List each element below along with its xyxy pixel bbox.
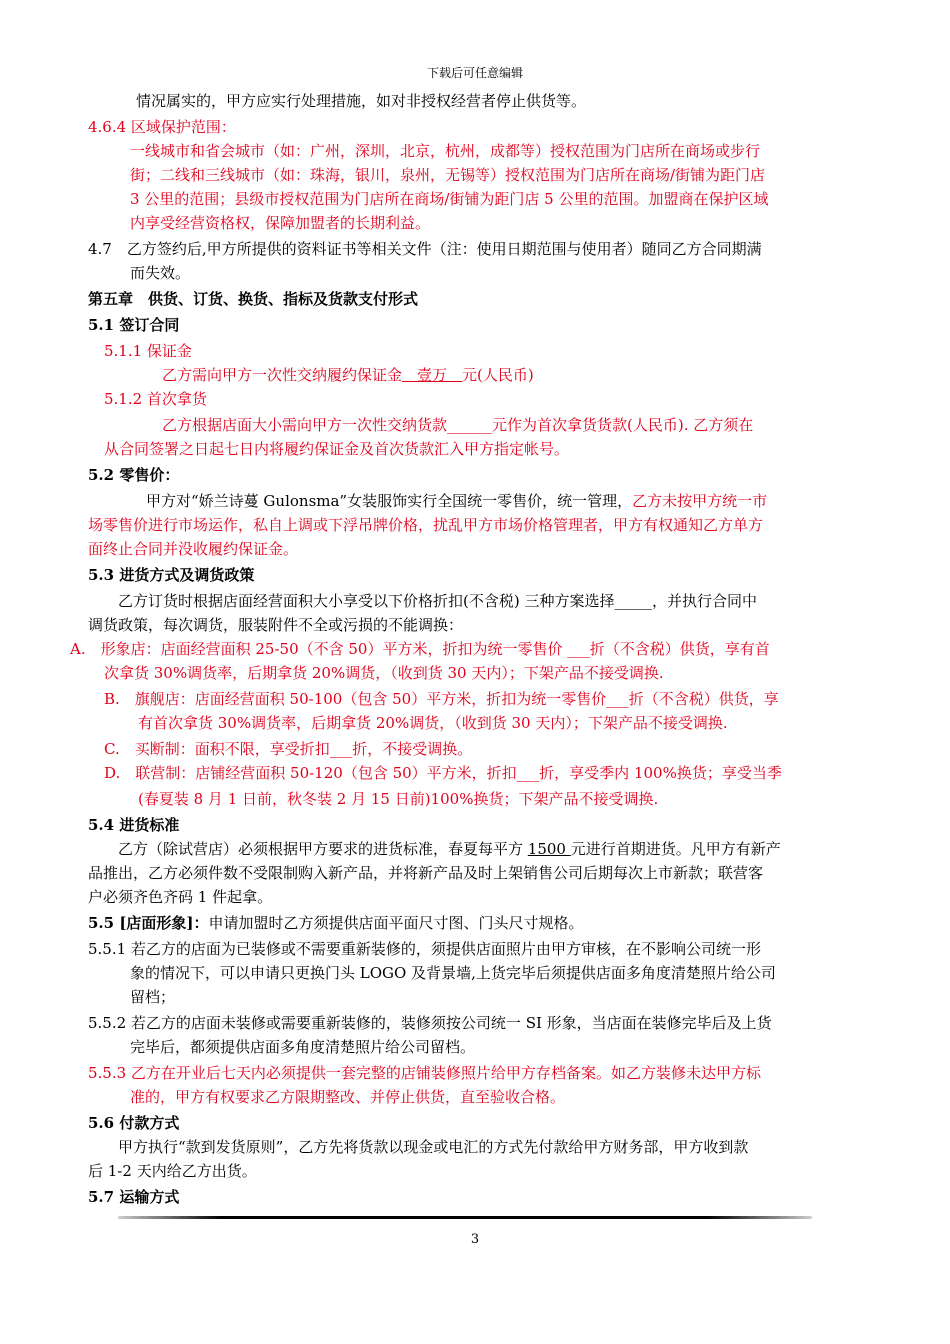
stock-standard-text-end: 元进行首期进货。凡甲方有新产 [570, 840, 781, 858]
retail-price-red-text: 乙方未按甲方统一市 [632, 492, 768, 510]
stock-standard-line [118, 838, 781, 860]
text-line: 后 1-2 天内给乙方出货。 [88, 1162, 257, 1180]
text-line: (春夏装 8 月 1 日前，秋冬装 2 月 15 日前)100%换货；下架产品不接受调换. [138, 790, 659, 808]
text-line: 街；二线和三线城市（如：珠海，银川，泉州，无锡等）授权范围为门店所在商场/街铺为距门店 [130, 166, 766, 184]
section-5-1-heading: 5.1 签订合同 [88, 316, 180, 334]
option-d-line: D. 联营制：店铺经营面积 50-120（包含 50）平方米，折扣___折，享受季内 100%换货；享受当季 [104, 764, 782, 782]
page-number: 3 [470, 1232, 480, 1247]
text-line: 5.5.1 若乙方的店面为已装修或不需要重新装修的，须提供店面照片由甲方审核，在不影响公司统一形 [88, 940, 761, 958]
option-b-line: B. 旗舰店：店面经营面积 50-100（包含 50）平方米，折扣为统一零售价___折（不含税）供货，享 [104, 690, 779, 708]
section-5-2-heading: 5.2 零售价： [88, 466, 180, 484]
section-4-7-text: 4.7 乙方签约后,甲方所提供的资料证书等相关文件（注：使用日期范围与使用者）随同乙方合同期满 [88, 240, 762, 258]
option-a-line: A. 形象店：店面经营面积 25-50（不含 50）平方米，折扣为统一零售价 ___折（不含税）供货，享有首 [70, 640, 770, 658]
text-line: 品推出，乙方必须件数不受限制购入新产品，并将新产品及时上架销售公司后期每次上市新款；联营客 [88, 864, 764, 882]
option-c-line: C. 买断制：面积不限，享受折扣___折，不接受调换。 [104, 740, 473, 758]
text-line: 乙方订货时根据店面经营面积大小享受以下价格折扣(不含税) 三种方案选择_____，并执行合同中 [118, 592, 757, 610]
section-5-5-text: 申请加盟时乙方须提供店面平面尺寸图、门头尺寸规格。 [208, 914, 584, 932]
deposit-unit: 元(人民币) [462, 366, 534, 384]
section-5-6-heading: 5.6 付款方式 [88, 1114, 180, 1132]
section-5-5-heading: 5.5 [店面形象]： [88, 914, 209, 932]
chapter-5-heading: 第五章 供货、订货、换货、指标及货款支付形式 [88, 290, 419, 308]
text-line: 情况属实的，甲方应实行处理措施，如对非授权经营者停止供货等。 [136, 92, 587, 110]
text-line: 而失效。 [130, 264, 191, 282]
deposit-line [162, 364, 534, 386]
section-5-1-2-heading: 5.1.2 首次拿货 [104, 390, 207, 408]
text-line: 一线城市和省会城市（如：广州，深圳，北京，杭州，成都等）授权范围为门店所在商场或步行 [130, 142, 761, 160]
text-line: 象的情况下，可以申请只更换门头 LOGO 及背景墙,上货完毕后须提供店面多角度清楚照片给公司 [130, 964, 776, 982]
section-5-5-line [88, 912, 584, 934]
text-line: 次拿货 30%调货率，后期拿货 20%调货，（收到货 30 天内）；下架产品不接受调换. [104, 664, 664, 682]
text-line: 甲方执行“款到发货原则”，乙方先将货款以现金或电汇的方式先付款给甲方财务部，甲方收到款 [118, 1138, 749, 1156]
footer-rule [118, 1216, 812, 1219]
text-line: 从合同签署之日起七日内将履约保证金及首次货款汇入甲方指定帐号。 [104, 440, 570, 458]
section-5-7-heading: 5.7 运输方式 [88, 1188, 180, 1206]
section-5-4-heading: 5.4 进货标准 [88, 816, 180, 834]
text-line: 5.5.2 若乙方的店面未装修或需要重新装修的，装修须按公司统一 SI 形象，当店面在装修完毕后及上货 [88, 1014, 772, 1032]
text-line: 场零售价进行市场运作，私自上调或下浮吊牌价格，扰乱甲方市场价格管理者，甲方有权通知乙方单方 [88, 516, 764, 534]
section-4-6-4-heading: 4.6.4 区域保护范围： [88, 118, 236, 136]
text-line: 调货政策，每次调货，服装附件不全或污损的不能调换： [88, 616, 464, 634]
retail-price-text: 甲方对“娇兰诗蔓 Gulonsma”女装服饰实行全国统一零售价，统一管理， [146, 492, 633, 510]
text-line: 留档； [130, 988, 176, 1006]
page-header: 下载后可任意编辑 [426, 66, 523, 80]
deposit-amount: 壹万 [402, 366, 463, 384]
stock-standard-amount: 1500 [527, 840, 571, 858]
text-line: 完毕后，都须提供店面多角度清楚照片给公司留档。 [130, 1038, 476, 1056]
section-5-1-1-heading: 5.1.1 保证金 [104, 342, 192, 360]
text-line: 乙方根据店面大小需向甲方一次性交纳货款______元作为首次拿货货款(人民币). 乙方须在 [162, 416, 754, 434]
text-line: 内享受经营资格权，保障加盟者的长期利益。 [130, 214, 431, 232]
deposit-text: 乙方需向甲方一次性交纳履约保证金 [162, 366, 403, 384]
text-line: 面终止合同并没收履约保证金。 [88, 540, 299, 558]
stock-standard-text: 乙方（除试营店）必须根据甲方要求的进货标准，春夏每平方 [118, 840, 528, 858]
text-line: 户必须齐色齐码 1 件起拿。 [88, 888, 273, 906]
section-5-3-heading: 5.3 进货方式及调货政策 [88, 566, 255, 584]
text-line: 有首次拿货 30%调货率，后期拿货 20%调货，（收到货 30 天内）；下架产品不接受调换. [138, 714, 728, 732]
text-line: 准的，甲方有权要求乙方限期整改、并停止供货，直至验收合格。 [130, 1088, 566, 1106]
text-line: 3 公里的范围；县级市授权范围为门店所在商场/街铺为距门店 5 公里的范围。加盟商在保护区域 [130, 190, 769, 208]
retail-price-line [146, 490, 767, 512]
text-line: 5.5.3 乙方在开业后七天内必须提供一套完整的店铺装修照片给甲方存档备案。如乙方装修未达甲方标 [88, 1064, 761, 1082]
